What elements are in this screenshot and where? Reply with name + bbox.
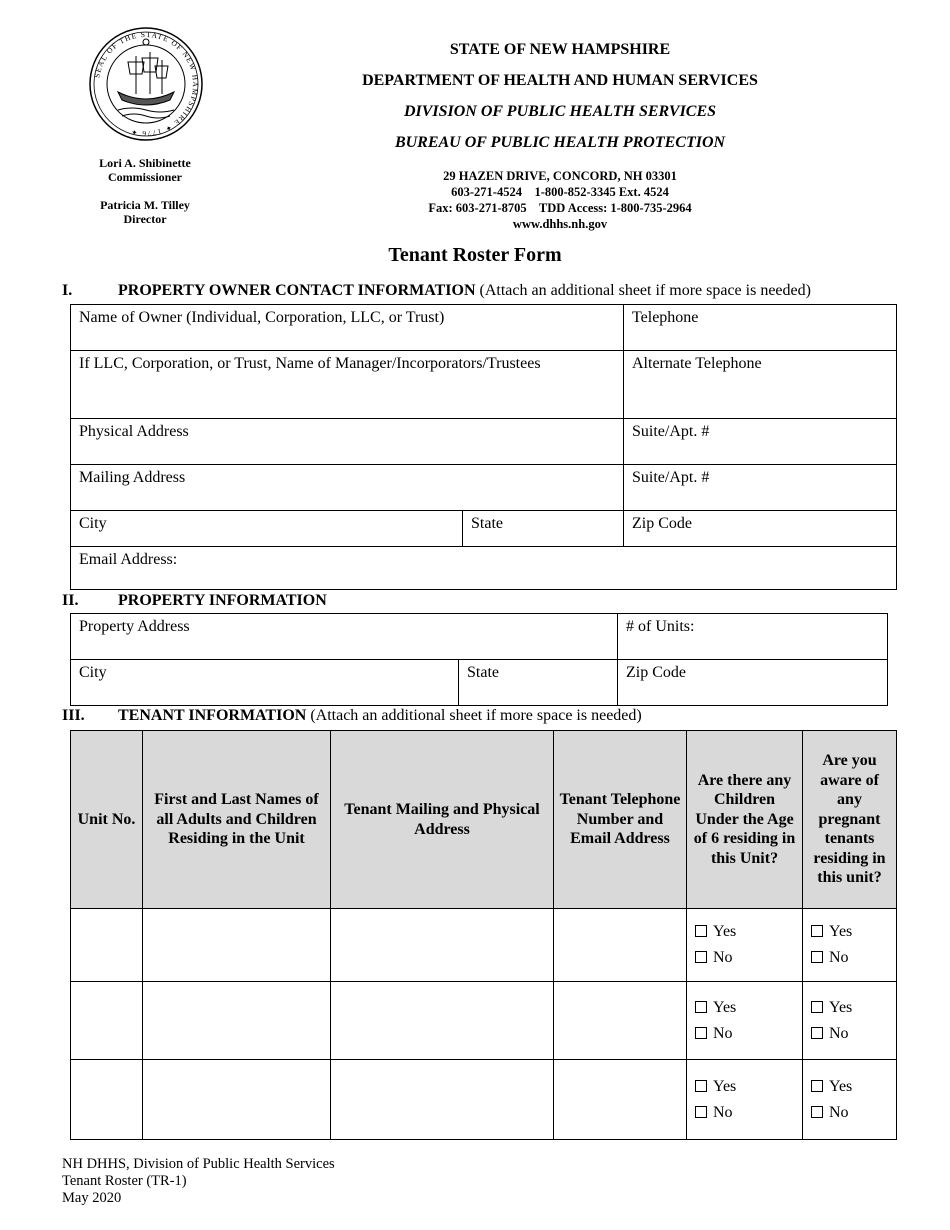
- section2-title: PROPERTY INFORMATION: [118, 592, 327, 609]
- section3-number: III.: [62, 707, 85, 724]
- property-zip-label: Zip Code: [626, 664, 686, 681]
- telephone-label: Telephone: [632, 309, 699, 326]
- yes-label: Yes: [829, 1077, 853, 1095]
- contact-cell[interactable]: [554, 1060, 687, 1140]
- website: www.dhhs.nh.gov: [512, 217, 608, 231]
- director-title: Director: [123, 212, 167, 226]
- checkbox[interactable]: [811, 1106, 823, 1118]
- physical-address-label: Physical Address: [79, 423, 189, 440]
- section1-title: PROPERTY OWNER CONTACT INFORMATION: [118, 282, 476, 299]
- bureau-heading: BUREAU OF PUBLIC HEALTH PROTECTION: [394, 134, 726, 151]
- alt-telephone-field[interactable]: [624, 351, 897, 419]
- pregnant-cell: [803, 1060, 897, 1140]
- physical-address-field[interactable]: [71, 419, 624, 465]
- col-address: Tenant Mailing and Physical Address: [331, 731, 554, 909]
- email-label: Email Address:: [79, 551, 178, 568]
- zip-label: Zip Code: [632, 515, 692, 532]
- manager-field[interactable]: [71, 351, 624, 419]
- table-row: [71, 982, 897, 1060]
- tenant-table: [70, 730, 897, 1140]
- unit-cell[interactable]: [71, 909, 143, 982]
- property-zip-field[interactable]: [618, 660, 888, 706]
- department-heading: DEPARTMENT OF HEALTH AND HUMAN SERVICES: [362, 72, 758, 89]
- commissioner-name: Lori A. Shibinette: [99, 156, 191, 170]
- names-cell[interactable]: [143, 909, 331, 982]
- pregnant-no-option[interactable]: [811, 945, 888, 971]
- unit-cell[interactable]: [71, 1060, 143, 1140]
- commissioner-title: Commissioner: [108, 170, 182, 184]
- address-cell[interactable]: [331, 909, 554, 982]
- no-label: No: [713, 949, 733, 966]
- no-label: No: [829, 1103, 849, 1121]
- property-state-label: State: [467, 664, 499, 681]
- checkbox[interactable]: [811, 1001, 823, 1013]
- city-field[interactable]: [71, 511, 463, 547]
- children-yes-option[interactable]: [695, 919, 794, 945]
- units-field[interactable]: [618, 614, 888, 660]
- pregnant-cell: [803, 982, 897, 1060]
- svg-text:SEAL OF THE STATE OF NEW HAMPS: SEAL OF THE STATE OF NEW HAMPSHIRE ✦ 1776 ✦: [92, 29, 201, 139]
- yes-label: Yes: [829, 923, 853, 940]
- address-cell[interactable]: [331, 982, 554, 1060]
- section3-note: (Attach an additional sheet if more space is needed): [310, 707, 642, 724]
- section2-heading: [62, 592, 922, 612]
- suite-field-2[interactable]: [624, 465, 897, 511]
- state-heading: STATE OF NEW HAMPSHIRE: [449, 41, 671, 58]
- section3-title: TENANT INFORMATION: [118, 707, 307, 724]
- children-cell: [687, 909, 803, 982]
- names-cell[interactable]: [143, 982, 331, 1060]
- pregnant-cell: [803, 909, 897, 982]
- fax-tdd: Fax: 603-271-8705 TDD Access: 1-800-735-2964: [428, 201, 692, 215]
- owner-name-label: Name of Owner (Individual, Corporation, LLC, or Trust): [79, 309, 445, 326]
- mailing-address-field[interactable]: [71, 465, 624, 511]
- property-city-label: City: [79, 664, 107, 681]
- director-name: Patricia M. Tilley: [100, 198, 190, 212]
- contact-cell[interactable]: [554, 909, 687, 982]
- contact-block: [300, 168, 820, 232]
- no-label: No: [829, 949, 849, 966]
- suite-label-1: Suite/Apt. #: [632, 423, 710, 440]
- phone-numbers: 603-271-4524 1-800-852-3345 Ext. 4524: [451, 185, 669, 199]
- unit-cell[interactable]: [71, 982, 143, 1060]
- children-yes-option[interactable]: [695, 1074, 794, 1100]
- col-names: First and Last Names of all Adults and Children Residing in the Unit: [143, 731, 331, 909]
- checkbox[interactable]: [695, 1001, 707, 1013]
- manager-label: If LLC, Corporation, or Trust, Name of Manager/Incorporators/Trustees: [79, 355, 541, 372]
- section1-number: I.: [62, 282, 73, 299]
- address-cell[interactable]: [331, 1060, 554, 1140]
- checkbox[interactable]: [811, 1027, 823, 1039]
- section3-heading: [62, 707, 922, 727]
- division-heading: DIVISION OF PUBLIC HEALTH SERVICES: [403, 103, 717, 120]
- checkbox[interactable]: [695, 1106, 707, 1118]
- suite-field-1[interactable]: [624, 419, 897, 465]
- checkbox[interactable]: [695, 925, 707, 937]
- yes-label: Yes: [713, 998, 737, 1016]
- footer: [62, 1156, 335, 1207]
- alt-telephone-label: Alternate Telephone: [632, 355, 762, 372]
- form-title: Tenant Roster Form: [388, 244, 562, 266]
- tenant-header-row: [71, 731, 897, 909]
- checkbox[interactable]: [695, 1027, 707, 1039]
- table-row: [71, 1060, 897, 1140]
- col-pregnant: Are you aware of any pregnant tenants residing in this unit?: [803, 731, 897, 909]
- children-cell: [687, 982, 803, 1060]
- property-city-field[interactable]: [71, 660, 459, 706]
- no-label: No: [713, 1103, 733, 1121]
- email-field[interactable]: [71, 547, 897, 590]
- state-seal-logo: [88, 26, 204, 142]
- section1-note: (Attach an additional sheet if more space is needed): [479, 282, 811, 299]
- checkbox[interactable]: [695, 1080, 707, 1092]
- col-contact: Tenant Telephone Number and Email Address: [554, 731, 687, 909]
- owner-name-field[interactable]: [71, 305, 624, 351]
- state-label: State: [471, 515, 503, 532]
- property-address-label: Property Address: [79, 618, 190, 635]
- units-label: # of Units:: [626, 618, 695, 635]
- pregnant-no-option[interactable]: [811, 1100, 888, 1126]
- property-info-table: [70, 613, 888, 706]
- names-cell[interactable]: [143, 1060, 331, 1140]
- pregnant-yes-option[interactable]: [811, 995, 888, 1021]
- col-unit-no: Unit No.: [71, 731, 143, 909]
- street-address: 29 HAZEN DRIVE, CONCORD, NH 03301: [443, 169, 677, 183]
- yes-label: Yes: [713, 923, 737, 940]
- checkbox[interactable]: [811, 951, 823, 963]
- mailing-address-label: Mailing Address: [79, 469, 186, 486]
- children-cell: [687, 1060, 803, 1140]
- yes-label: Yes: [713, 1077, 737, 1095]
- footer-form-id: Tenant Roster (TR-1): [62, 1173, 187, 1189]
- telephone-field[interactable]: [624, 305, 897, 351]
- checkbox[interactable]: [811, 1080, 823, 1092]
- yes-label: Yes: [829, 998, 853, 1016]
- no-label: No: [829, 1024, 849, 1042]
- zip-field[interactable]: [624, 511, 897, 547]
- pregnant-yes-option[interactable]: [811, 919, 888, 945]
- section1-heading: [62, 282, 922, 302]
- section2-number: II.: [62, 592, 79, 609]
- children-no-option[interactable]: [695, 945, 794, 971]
- checkbox[interactable]: [811, 925, 823, 937]
- children-no-option[interactable]: [695, 1021, 794, 1047]
- property-address-field[interactable]: [71, 614, 618, 660]
- suite-label-2: Suite/Apt. #: [632, 469, 710, 486]
- footer-date: May 2020: [62, 1190, 122, 1206]
- checkbox[interactable]: [695, 951, 707, 963]
- owner-contact-table: [70, 304, 897, 590]
- property-state-field[interactable]: [459, 660, 618, 706]
- officials-block: [70, 156, 220, 226]
- footer-org: NH DHHS, Division of Public Health Services: [62, 1156, 335, 1172]
- state-field[interactable]: [463, 511, 624, 547]
- col-children: Are there any Children Under the Age of 6 residing in this Unit?: [687, 731, 803, 909]
- contact-cell[interactable]: [554, 982, 687, 1060]
- table-row: [71, 909, 897, 982]
- no-label: No: [713, 1024, 733, 1042]
- children-no-option[interactable]: [695, 1100, 794, 1126]
- children-yes-option[interactable]: [695, 995, 794, 1021]
- city-label: City: [79, 515, 107, 532]
- pregnant-yes-option[interactable]: [811, 1074, 888, 1100]
- pregnant-no-option[interactable]: [811, 1021, 888, 1047]
